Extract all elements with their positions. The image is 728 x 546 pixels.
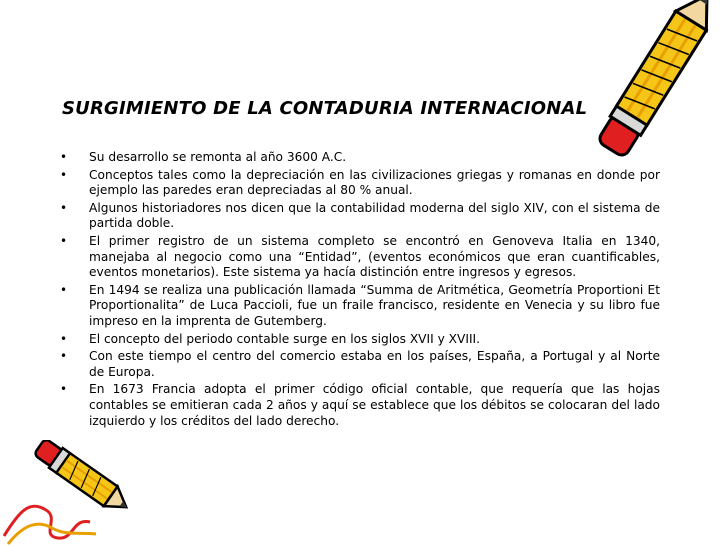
bullet-text: En 1494 se realiza una publicación llamada “Summa de Aritmética, Geometría Proportioni Et Proportionalita” de Luca Paccioli, fue un fraile francisco, residente en Venecia y su libro fue impreso en la imprenta de Gutemberg. — [89, 282, 660, 328]
list-item — [60, 168, 660, 199]
bullet-icon: • — [60, 349, 68, 364]
bullet-text: El concepto del periodo contable surge en los siglos XVII y XVIII. — [89, 331, 481, 346]
bullet-icon: • — [60, 233, 68, 248]
bullet-icon: • — [60, 282, 68, 297]
list-item — [60, 332, 660, 348]
bullet-text: Con este tiempo el centro del comercio estaba en los países, España, a Portugal y al Norte de Europa. — [89, 349, 660, 379]
slide-title: SURGIMIENTO DE LA CONTADURIA INTERNACIONAL — [62, 98, 588, 120]
bullet-text: Conceptos tales como la depreciación en las civilizaciones griegas y romanas en donde por ejemplo las paredes eran depreciadas al 80 % anual. — [89, 167, 660, 198]
bullet-icon: • — [60, 200, 68, 215]
pencil-icon — [580, 0, 728, 160]
list-item — [60, 201, 660, 232]
list-item — [60, 382, 660, 429]
pencil-icon — [0, 440, 128, 546]
list-item — [60, 283, 660, 330]
bullet-text: Su desarrollo se remonta al año 3600 A.C. — [89, 150, 347, 164]
bullet-icon: • — [60, 167, 68, 182]
bullet-icon: • — [60, 150, 68, 164]
list-item — [60, 234, 660, 281]
bullet-icon: • — [60, 331, 68, 346]
bullet-text: El primer registro de un sistema completo se encontró en Genoveva Italia en 1340, manejaba al negocio como una “Entidad”, (eventos económicos que eran cuantificables, eventos monetarios). Este sistema ya hacía distinción entre ingresos y egresos. — [89, 233, 660, 280]
list-item — [60, 349, 660, 380]
bullet-icon: • — [60, 382, 68, 397]
list-item — [60, 150, 660, 166]
bullet-text: En 1673 Francia adopta el primer código oficial contable, que requería que las hojas contables se emitieran cada 2 años y aquí se establece que los débitos se colocaran del lado izquierdo y los créditos del lado derecho. — [89, 382, 660, 428]
bullet-text: Algunos historiadores nos dicen que la contabilidad moderna del siglo XIV, con el sistema de partida doble. — [89, 200, 660, 231]
bullet-list — [60, 150, 660, 431]
